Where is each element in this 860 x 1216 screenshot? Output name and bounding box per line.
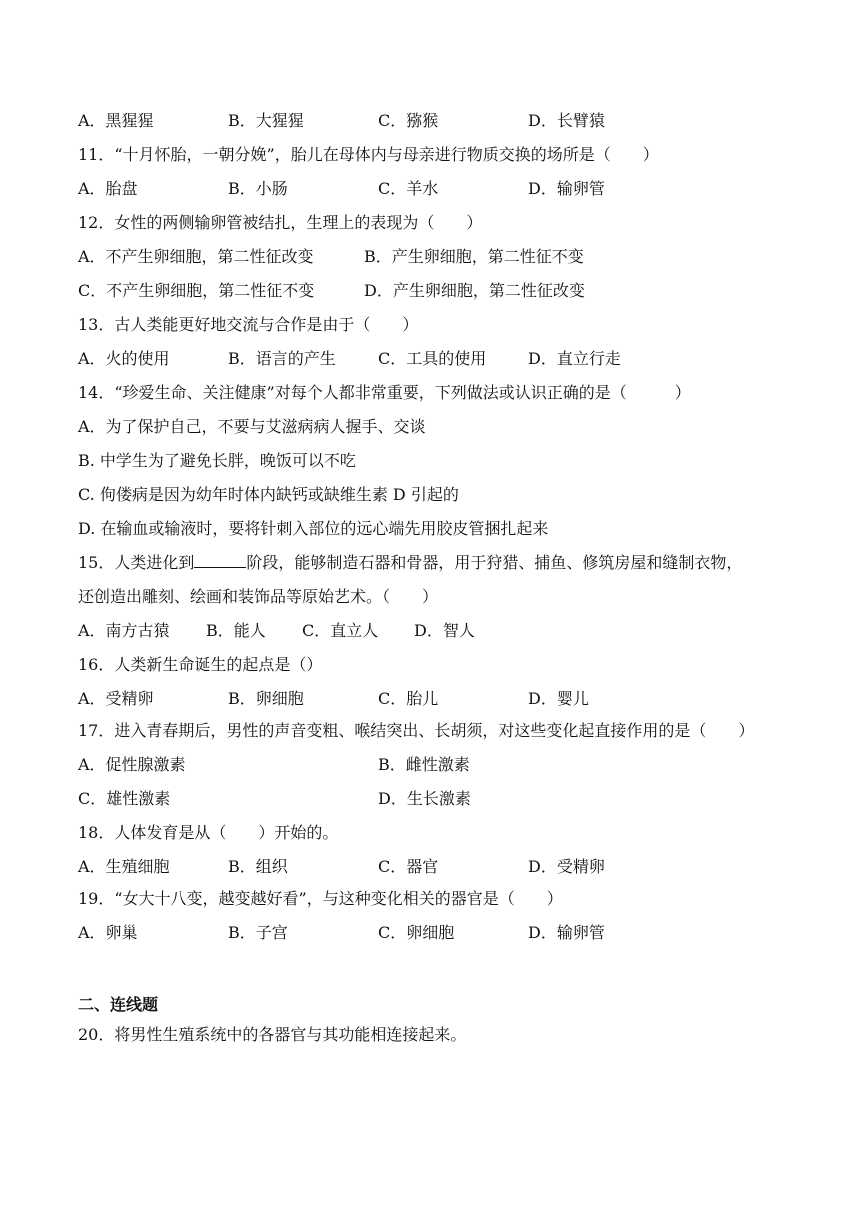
q11-option-d[interactable]: D．输卵管: [528, 179, 605, 198]
q18-option-c[interactable]: C．器官: [378, 857, 439, 876]
q13-option-c[interactable]: C．工具的使用: [378, 349, 487, 368]
q15-option-c[interactable]: C．直立人: [302, 621, 379, 640]
q17-option-b[interactable]: B．雌性激素: [378, 755, 470, 774]
q14-option-a[interactable]: A．为了保护自己，不要与艾滋病病人握手、交谈: [78, 417, 426, 436]
q14-option-c[interactable]: C. 佝偻病是因为幼年时体内缺钙或缺维生素 D 引起的: [78, 485, 459, 504]
q17-option-c[interactable]: C．雄性激素: [78, 789, 171, 808]
q11-option-a[interactable]: A．胎盘: [78, 179, 138, 198]
q15-option-a[interactable]: A．南方古猿: [78, 621, 170, 640]
section-heading: 二、连线题: [78, 995, 159, 1014]
q13-option-d[interactable]: D．直立行走: [528, 349, 621, 368]
q12-stem: 12．女性的两侧输卵管被结扎，生理上的表现为（ ）: [78, 213, 483, 232]
q10-option-b[interactable]: B．大猩猩: [228, 111, 304, 130]
q15-stem-line2: 还创造出雕刻、绘画和装饰品等原始艺术。（ ）: [78, 587, 439, 606]
q15-option-d[interactable]: D．智人: [414, 621, 475, 640]
q15-stem: [78, 552, 742, 574]
q18-stem: 18．人体发育是从（ ）开始的。: [78, 823, 339, 842]
q10-option-c[interactable]: C．猕猴: [378, 111, 439, 130]
q12-option-d[interactable]: D．产生卵细胞，第二性征改变: [364, 281, 585, 300]
q10-option-a[interactable]: A．黑猩猩: [78, 111, 154, 130]
q12-option-a[interactable]: A．不产生卵细胞，第二性征改变: [78, 247, 314, 266]
q12-option-b[interactable]: B．产生卵细胞，第二性征不变: [364, 247, 584, 266]
q14-option-d[interactable]: D. 在输血或输液时，要将针刺入部位的远心端先用胶皮管捆扎起来: [78, 519, 549, 538]
q10-option-d[interactable]: D．长臂猿: [528, 111, 605, 130]
q15-stem-after: 阶段，能够制造石器和骨器，用于狩猎、捕鱼、修筑房屋和缝制衣物，: [246, 553, 743, 572]
q17-option-d[interactable]: D．生长激素: [378, 789, 471, 808]
q11-option-b[interactable]: B．小肠: [228, 179, 288, 198]
q19-stem: 19．“女大十八变，越变越好看”，与这种变化相关的器官是（ ）: [78, 889, 563, 908]
q11-stem: 11．“十月怀胎，一朝分娩”，胎儿在母体内与母亲进行物质交换的场所是（ ）: [78, 145, 659, 164]
q16-option-b[interactable]: B．卵细胞: [228, 689, 304, 708]
q11-option-c[interactable]: C．羊水: [378, 179, 439, 198]
q19-option-a[interactable]: A．卵巢: [78, 923, 138, 942]
q20-stem: 20．将男性生殖系统中的各器官与其功能相连接起来。: [78, 1025, 467, 1044]
q19-option-d[interactable]: D．输卵管: [528, 923, 605, 942]
q16-option-a[interactable]: A．受精卵: [78, 689, 154, 708]
q16-stem: 16．人类新生命诞生的起点是（）: [78, 655, 323, 674]
q16-option-d[interactable]: D．婴儿: [528, 689, 589, 708]
q17-stem: 17．进入青春期后，男性的声音变粗、喉结突出、长胡须，对这些变化起直接作用的是（ ）: [78, 721, 755, 740]
q18-option-b[interactable]: B．组织: [228, 857, 288, 876]
q17-option-a[interactable]: A．促性腺激素: [78, 755, 186, 774]
q19-option-c[interactable]: C．卵细胞: [378, 923, 455, 942]
q15-option-b[interactable]: B．能人: [206, 621, 266, 640]
q13-option-b[interactable]: B．语言的产生: [228, 349, 336, 368]
q15-blank: [194, 553, 246, 568]
q14-option-b[interactable]: B. 中学生为了避免长胖，晚饭可以不吃: [78, 451, 356, 470]
q18-option-a[interactable]: A．生殖细胞: [78, 857, 170, 876]
q12-option-c[interactable]: C．不产生卵细胞，第二性征不变: [78, 281, 315, 300]
q14-stem: 14．“珍爱生命、关注健康”对每个人都非常重要，下列做法或认识正确的是（ ）: [78, 383, 691, 402]
q13-option-a[interactable]: A．火的使用: [78, 349, 170, 368]
q13-stem: 13．古人类能更好地交流与合作是由于（ ）: [78, 315, 419, 334]
q16-option-c[interactable]: C．胎儿: [378, 689, 439, 708]
q15-stem-before: 15．人类进化到: [78, 553, 195, 572]
q18-option-d[interactable]: D．受精卵: [528, 857, 605, 876]
q19-option-b[interactable]: B．子宫: [228, 923, 288, 942]
